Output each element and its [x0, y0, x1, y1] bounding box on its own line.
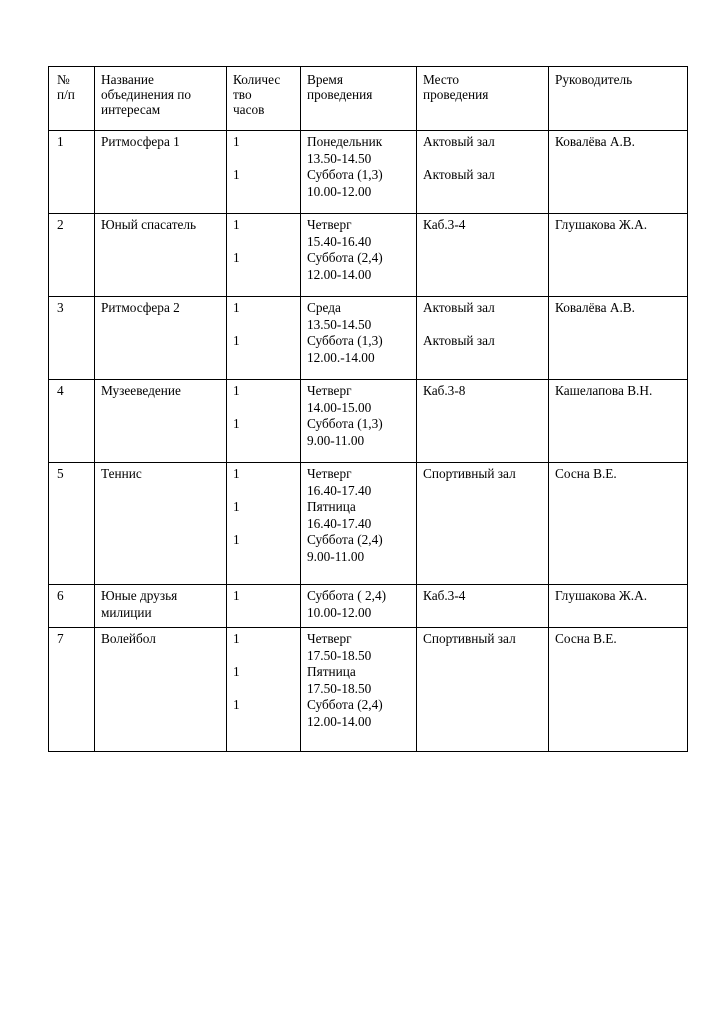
cell-line: 5	[57, 466, 64, 481]
cell-hours	[227, 380, 301, 463]
cell-line: Глушакова Ж.А.	[555, 217, 648, 232]
cell-line: Суббота (1,3)	[307, 333, 383, 348]
cell-line: 6	[57, 588, 64, 603]
cell-line: 16.40-17.40	[307, 515, 372, 531]
cell-line: Суббота (2,4)	[307, 250, 383, 265]
header-time	[301, 67, 417, 131]
cell-line: 17.50-18.50	[307, 647, 372, 663]
table-row	[49, 297, 688, 380]
cell-line: тво	[233, 87, 252, 102]
cell-line: Руководитель	[555, 72, 633, 87]
cell-line: Место	[423, 72, 460, 87]
cell-number	[49, 628, 95, 752]
cell-number	[49, 463, 95, 585]
cell-line: Сосна В.Е.	[555, 631, 617, 646]
cell-line: 1	[233, 167, 240, 182]
table-row	[49, 628, 688, 752]
line-spacer	[423, 151, 544, 168]
cell-line: Каб.3-4	[423, 217, 466, 232]
cell-line: 1	[233, 631, 240, 646]
cell-line: 3	[57, 300, 64, 315]
cell-line: 14.00-15.00	[307, 399, 372, 415]
cell-line: Суббота (2,4)	[307, 532, 383, 547]
cell-line: Ковалёва А.В.	[555, 134, 635, 149]
cell-line: Ритмосфера 2	[101, 300, 180, 315]
cell-time	[301, 463, 417, 585]
cell-line: 1	[233, 250, 240, 265]
header-leader	[549, 67, 688, 131]
table-row	[49, 585, 688, 628]
cell-line: 1	[233, 697, 240, 712]
cell-line: Спортивный зал	[423, 631, 516, 646]
cell-line: Время	[307, 72, 343, 87]
cell-line: 1	[233, 333, 240, 348]
cell-line: Теннис	[101, 466, 142, 481]
line-spacer	[233, 400, 296, 417]
cell-hours	[227, 214, 301, 297]
cell-line: Актовый зал	[423, 134, 495, 149]
cell-line: Ковалёва А.В.	[555, 300, 635, 315]
cell-line: п/п	[57, 87, 75, 102]
cell-number	[49, 380, 95, 463]
cell-line: Каб.3-8	[423, 383, 466, 398]
cell-hours	[227, 628, 301, 752]
cell-line: 1	[233, 416, 240, 431]
cell-line: 9.00-11.00	[307, 432, 365, 448]
cell-number	[49, 214, 95, 297]
cell-line: Юные друзья	[101, 588, 178, 603]
table-row	[49, 131, 688, 214]
cell-place	[417, 585, 549, 628]
cell-leader	[549, 297, 688, 380]
cell-line: Актовый зал	[423, 300, 495, 315]
line-spacer	[233, 648, 296, 665]
header-club-name	[95, 67, 227, 131]
cell-line: часов	[233, 102, 265, 117]
header-number	[49, 67, 95, 131]
cell-line: Сосна В.Е.	[555, 466, 617, 481]
table-row	[49, 380, 688, 463]
cell-line: 10.00-12.00	[307, 183, 372, 199]
cell-hours	[227, 463, 301, 585]
cell-line: интересам	[101, 102, 161, 117]
cell-line: 13.50-14.50	[307, 150, 372, 166]
cell-line: 17.50-18.50	[307, 680, 372, 696]
cell-line: 12.00.-14.00	[307, 349, 375, 365]
cell-line: Название	[101, 72, 154, 87]
cell-line: 1	[57, 134, 64, 149]
cell-line: Юный спасатель	[101, 217, 197, 232]
cell-club-name	[95, 214, 227, 297]
cell-line: Среда	[307, 300, 341, 315]
cell-place	[417, 628, 549, 752]
cell-line: Понедельник	[307, 134, 383, 149]
cell-line: проведения	[307, 87, 373, 102]
cell-club-name	[95, 380, 227, 463]
line-spacer	[423, 317, 544, 334]
cell-line: Суббота (1,3)	[307, 416, 383, 431]
cell-line: 1	[233, 588, 240, 603]
line-spacer	[233, 317, 296, 334]
line-spacer	[233, 151, 296, 168]
cell-line: 12.00-14.00	[307, 713, 372, 729]
cell-line: 13.50-14.50	[307, 316, 372, 332]
cell-line: 1	[233, 664, 240, 679]
cell-club-name	[95, 131, 227, 214]
cell-place	[417, 297, 549, 380]
cell-time	[301, 380, 417, 463]
cell-line: Спортивный зал	[423, 466, 516, 481]
cell-line: Суббота (2,4)	[307, 697, 383, 712]
cell-line: Музееведение	[101, 383, 181, 398]
cell-line: 1	[233, 532, 240, 547]
cell-time	[301, 214, 417, 297]
cell-line: Каб.3-4	[423, 588, 466, 603]
cell-line: 16.40-17.40	[307, 482, 372, 498]
schedule-table	[48, 66, 688, 752]
header-place	[417, 67, 549, 131]
cell-time	[301, 131, 417, 214]
cell-line: 1	[233, 499, 240, 514]
cell-line: Четверг	[307, 383, 352, 398]
cell-line: 2	[57, 217, 64, 232]
cell-club-name	[95, 297, 227, 380]
header-hours	[227, 67, 301, 131]
cell-time	[301, 297, 417, 380]
cell-line: Волейбол	[101, 631, 156, 646]
cell-club-name	[95, 628, 227, 752]
cell-line: Четверг	[307, 466, 352, 481]
cell-leader	[549, 214, 688, 297]
cell-line: 10.00-12.00	[307, 604, 372, 620]
line-spacer	[233, 681, 296, 698]
cell-number	[49, 297, 95, 380]
cell-line: Суббота (1,3)	[307, 167, 383, 182]
cell-line: объединения по	[101, 87, 192, 102]
cell-club-name	[95, 463, 227, 585]
cell-line: 1	[233, 217, 240, 232]
cell-line: 15.40-16.40	[307, 233, 372, 249]
cell-line: Пятница	[307, 499, 356, 514]
cell-line: 4	[57, 383, 64, 398]
line-spacer	[233, 234, 296, 251]
cell-line: Суббота ( 2,4)	[307, 588, 387, 603]
cell-place	[417, 131, 549, 214]
table-row	[49, 214, 688, 297]
cell-line: Актовый зал	[423, 167, 495, 182]
cell-hours	[227, 131, 301, 214]
cell-leader	[549, 463, 688, 585]
cell-line: 1	[233, 300, 240, 315]
cell-place	[417, 463, 549, 585]
cell-line: 9.00-11.00	[307, 548, 365, 564]
cell-line: 1	[233, 134, 240, 149]
cell-leader	[549, 628, 688, 752]
cell-leader	[549, 380, 688, 463]
cell-line: Количес	[233, 72, 281, 87]
cell-time	[301, 628, 417, 752]
cell-line: №	[57, 72, 70, 87]
cell-line: 1	[233, 383, 240, 398]
cell-line: 12.00-14.00	[307, 266, 372, 282]
cell-number	[49, 131, 95, 214]
cell-place	[417, 214, 549, 297]
cell-line: Кашелапова В.Н.	[555, 383, 653, 398]
cell-place	[417, 380, 549, 463]
table-header-row	[49, 67, 688, 131]
cell-leader	[549, 131, 688, 214]
cell-line: Четверг	[307, 217, 352, 232]
cell-line: проведения	[423, 87, 489, 102]
cell-club-name	[95, 585, 227, 628]
cell-line: Ритмосфера 1	[101, 134, 180, 149]
cell-leader	[549, 585, 688, 628]
cell-number	[49, 585, 95, 628]
line-spacer	[233, 483, 296, 500]
line-spacer	[233, 516, 296, 533]
cell-line: Глушакова Ж.А.	[555, 588, 648, 603]
cell-line: 1	[233, 466, 240, 481]
cell-hours	[227, 585, 301, 628]
cell-hours	[227, 297, 301, 380]
cell-line: Четверг	[307, 631, 352, 646]
cell-line: милиции	[101, 604, 152, 620]
cell-time	[301, 585, 417, 628]
cell-line: Актовый зал	[423, 333, 495, 348]
cell-line: Пятница	[307, 664, 356, 679]
cell-line: 7	[57, 631, 64, 646]
table-row	[49, 463, 688, 585]
